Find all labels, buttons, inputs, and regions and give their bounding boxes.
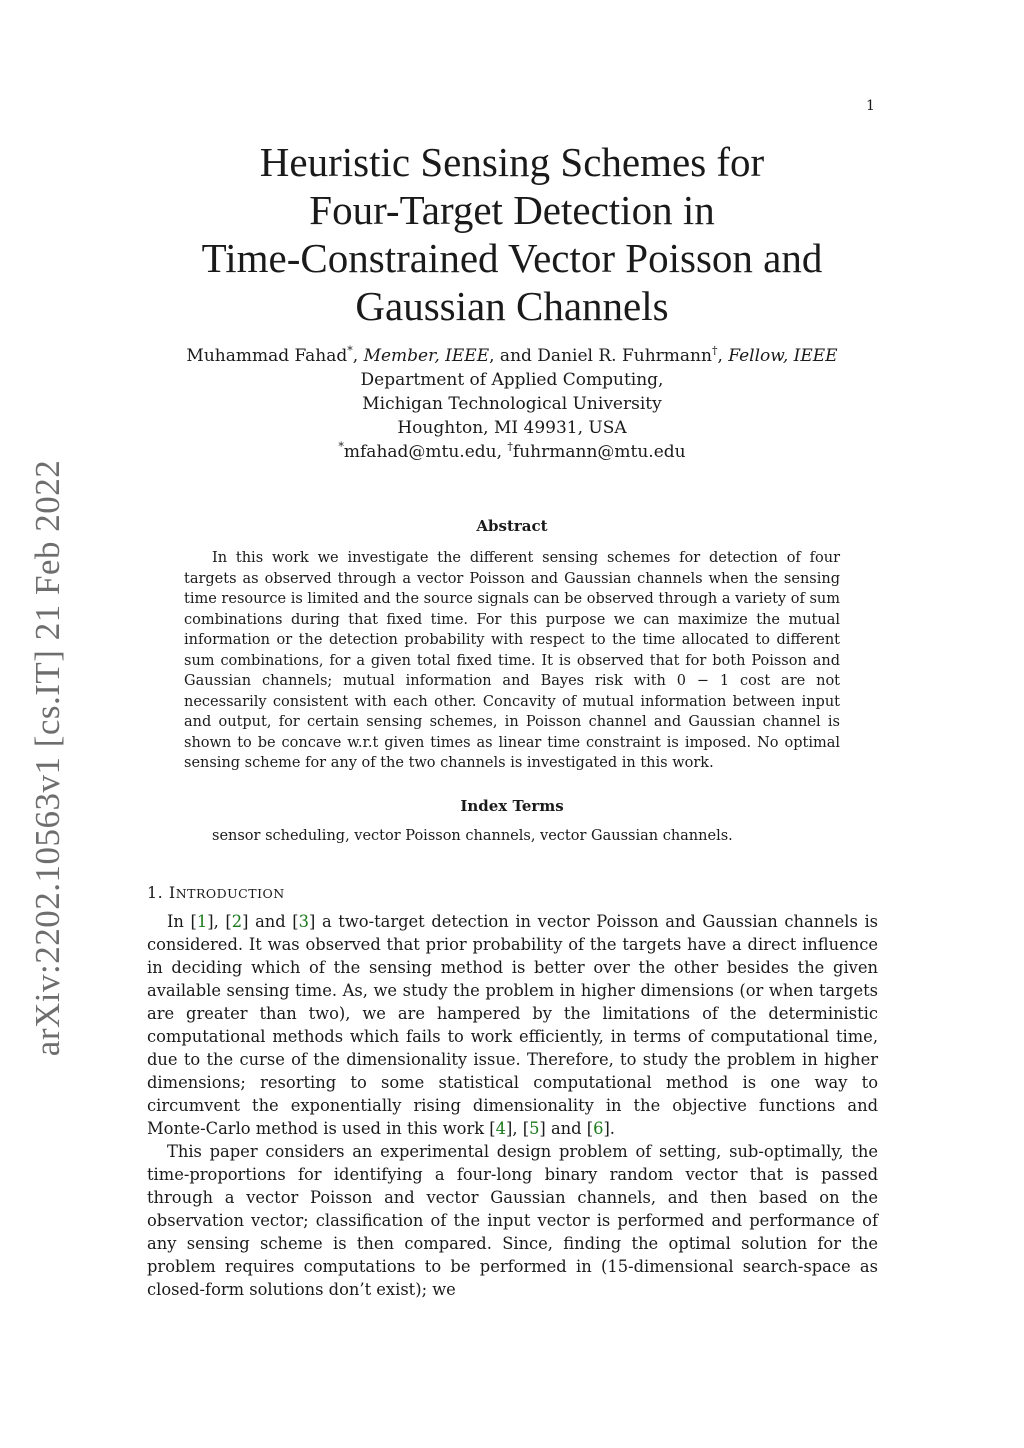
author-2-mark: †: [711, 344, 718, 357]
citation-link[interactable]: 5: [529, 1119, 540, 1138]
university: Michigan Technological University: [362, 394, 662, 414]
email-2-mark: †: [507, 440, 513, 453]
page-number: 1: [866, 98, 875, 114]
text-run: ], [: [207, 912, 232, 931]
title-line-4: Gaussian Channels: [355, 283, 669, 329]
text-run: ], [: [506, 1119, 530, 1138]
text-run: ] and [: [539, 1119, 594, 1138]
paper-title: [140, 138, 884, 330]
abstract-heading: Abstract: [476, 517, 548, 535]
title-line-3: Time-Constrained Vector Poisson and: [201, 235, 823, 281]
author-2-role: Fellow, IEEE: [728, 346, 838, 366]
section-title-initial: I: [168, 883, 176, 902]
citation-link[interactable]: 4: [495, 1119, 506, 1138]
author-block: [120, 344, 904, 464]
email-2: fuhrmann@mtu.edu: [512, 442, 686, 462]
citation-link[interactable]: 1: [196, 912, 208, 931]
intro-paragraph-2: This paper considers an experimental design problem of setting, sub-optimally, the time-proportions for identifying a four-long binary random vector that is passed through a vector Poisson and vector Gaussian channels, and then based on the observation vector; classification of the input vector is performed and performance of any sensing scheme is then compared. Since, finding the optimal solution for the problem requires computations to be performed in (15-dimensional search-space as closed-form solutions don’t exist); we: [147, 1142, 878, 1299]
email-1: mfahad@mtu.edu,: [343, 442, 503, 462]
email-1-mark: *: [338, 440, 344, 453]
author-1-name: Muhammad Fahad: [186, 346, 348, 366]
index-terms-heading: Index Terms: [460, 797, 564, 815]
author-1-mark: *: [347, 344, 353, 357]
text-run: ].: [603, 1119, 615, 1138]
citation-link[interactable]: 6: [593, 1119, 604, 1138]
emails: [120, 440, 904, 464]
section-title-rest: NTRODUCTION: [175, 886, 285, 901]
title-line-2: Four-Target Detection in: [309, 187, 715, 233]
author-names: Muhammad Fahad*, Member, IEEE, and Daniel R. Fuhrmann†, Fellow, IEEE: [186, 344, 838, 366]
arxiv-stamp: arXiv:2202.10563v1 [cs.IT] 21 Feb 2022: [28, 459, 67, 1057]
section-number: 1.: [147, 883, 164, 902]
author-connector: , and Daniel R. Fuhrmann: [489, 346, 712, 366]
citation-link[interactable]: 2: [231, 912, 243, 931]
text-run: In [: [167, 912, 197, 931]
title-line-1: Heuristic Sensing Schemes for: [259, 139, 765, 185]
text-run: ] a two-target detection in vector Poisson and Gaussian channels is considered. It was observed that prior probability of the targets have a direct influence in deciding which of the sensing method is better over the other besides the given available sensing time. As, we study the problem in higher dimensions (or when targets are greater than two), we are hampered by the limitations of the deterministic computational methods which fails to work efficiently, in terms of computational time, due to the curse of the dimensionality issue. Therefore, to study the problem in higher dimensions; resorting to some statistical computational method is one way to circumvent the exponentially rising dimensionality in the objective functions and Monte-Carlo method is used in this work [: [147, 912, 879, 1138]
introduction-body: [147, 910, 878, 1301]
citation-link[interactable]: 3: [298, 912, 310, 931]
department: Department of Applied Computing,: [360, 370, 664, 390]
text-run: ] and [: [242, 912, 299, 931]
location: Houghton, MI 49931, USA: [397, 418, 627, 438]
author-1-role: Member, IEEE: [363, 346, 490, 366]
intro-paragraph-1: [147, 910, 878, 1140]
index-terms-text: sensor scheduling, vector Poisson channels, vector Gaussian channels.: [212, 828, 733, 844]
abstract-text: In this work we investigate the different sensing schemes for detection of four targets as observed through a vector Poisson and Gaussian channels when the sensing time resource is limited and the source signals can be observed through a variety of sum combinations during that fixed time. For this purpose we can maximize the mutual information or the detection probability with respect to the time allocated to different sum combinations, for a given total fixed time. It is observed that for both Poisson and Gaussian channels; mutual information and Bayes risk with 0 − 1 cost are not necessarily consistent with each other. Concavity of mutual information between input and output, for certain sensing schemes, in Poisson channel and Gaussian channel is shown to be concave w.r.t given times as linear time constraint is imposed. No optimal sensing scheme for any of the two channels is investigated in this work.: [184, 550, 840, 771]
section-heading: [147, 883, 285, 902]
